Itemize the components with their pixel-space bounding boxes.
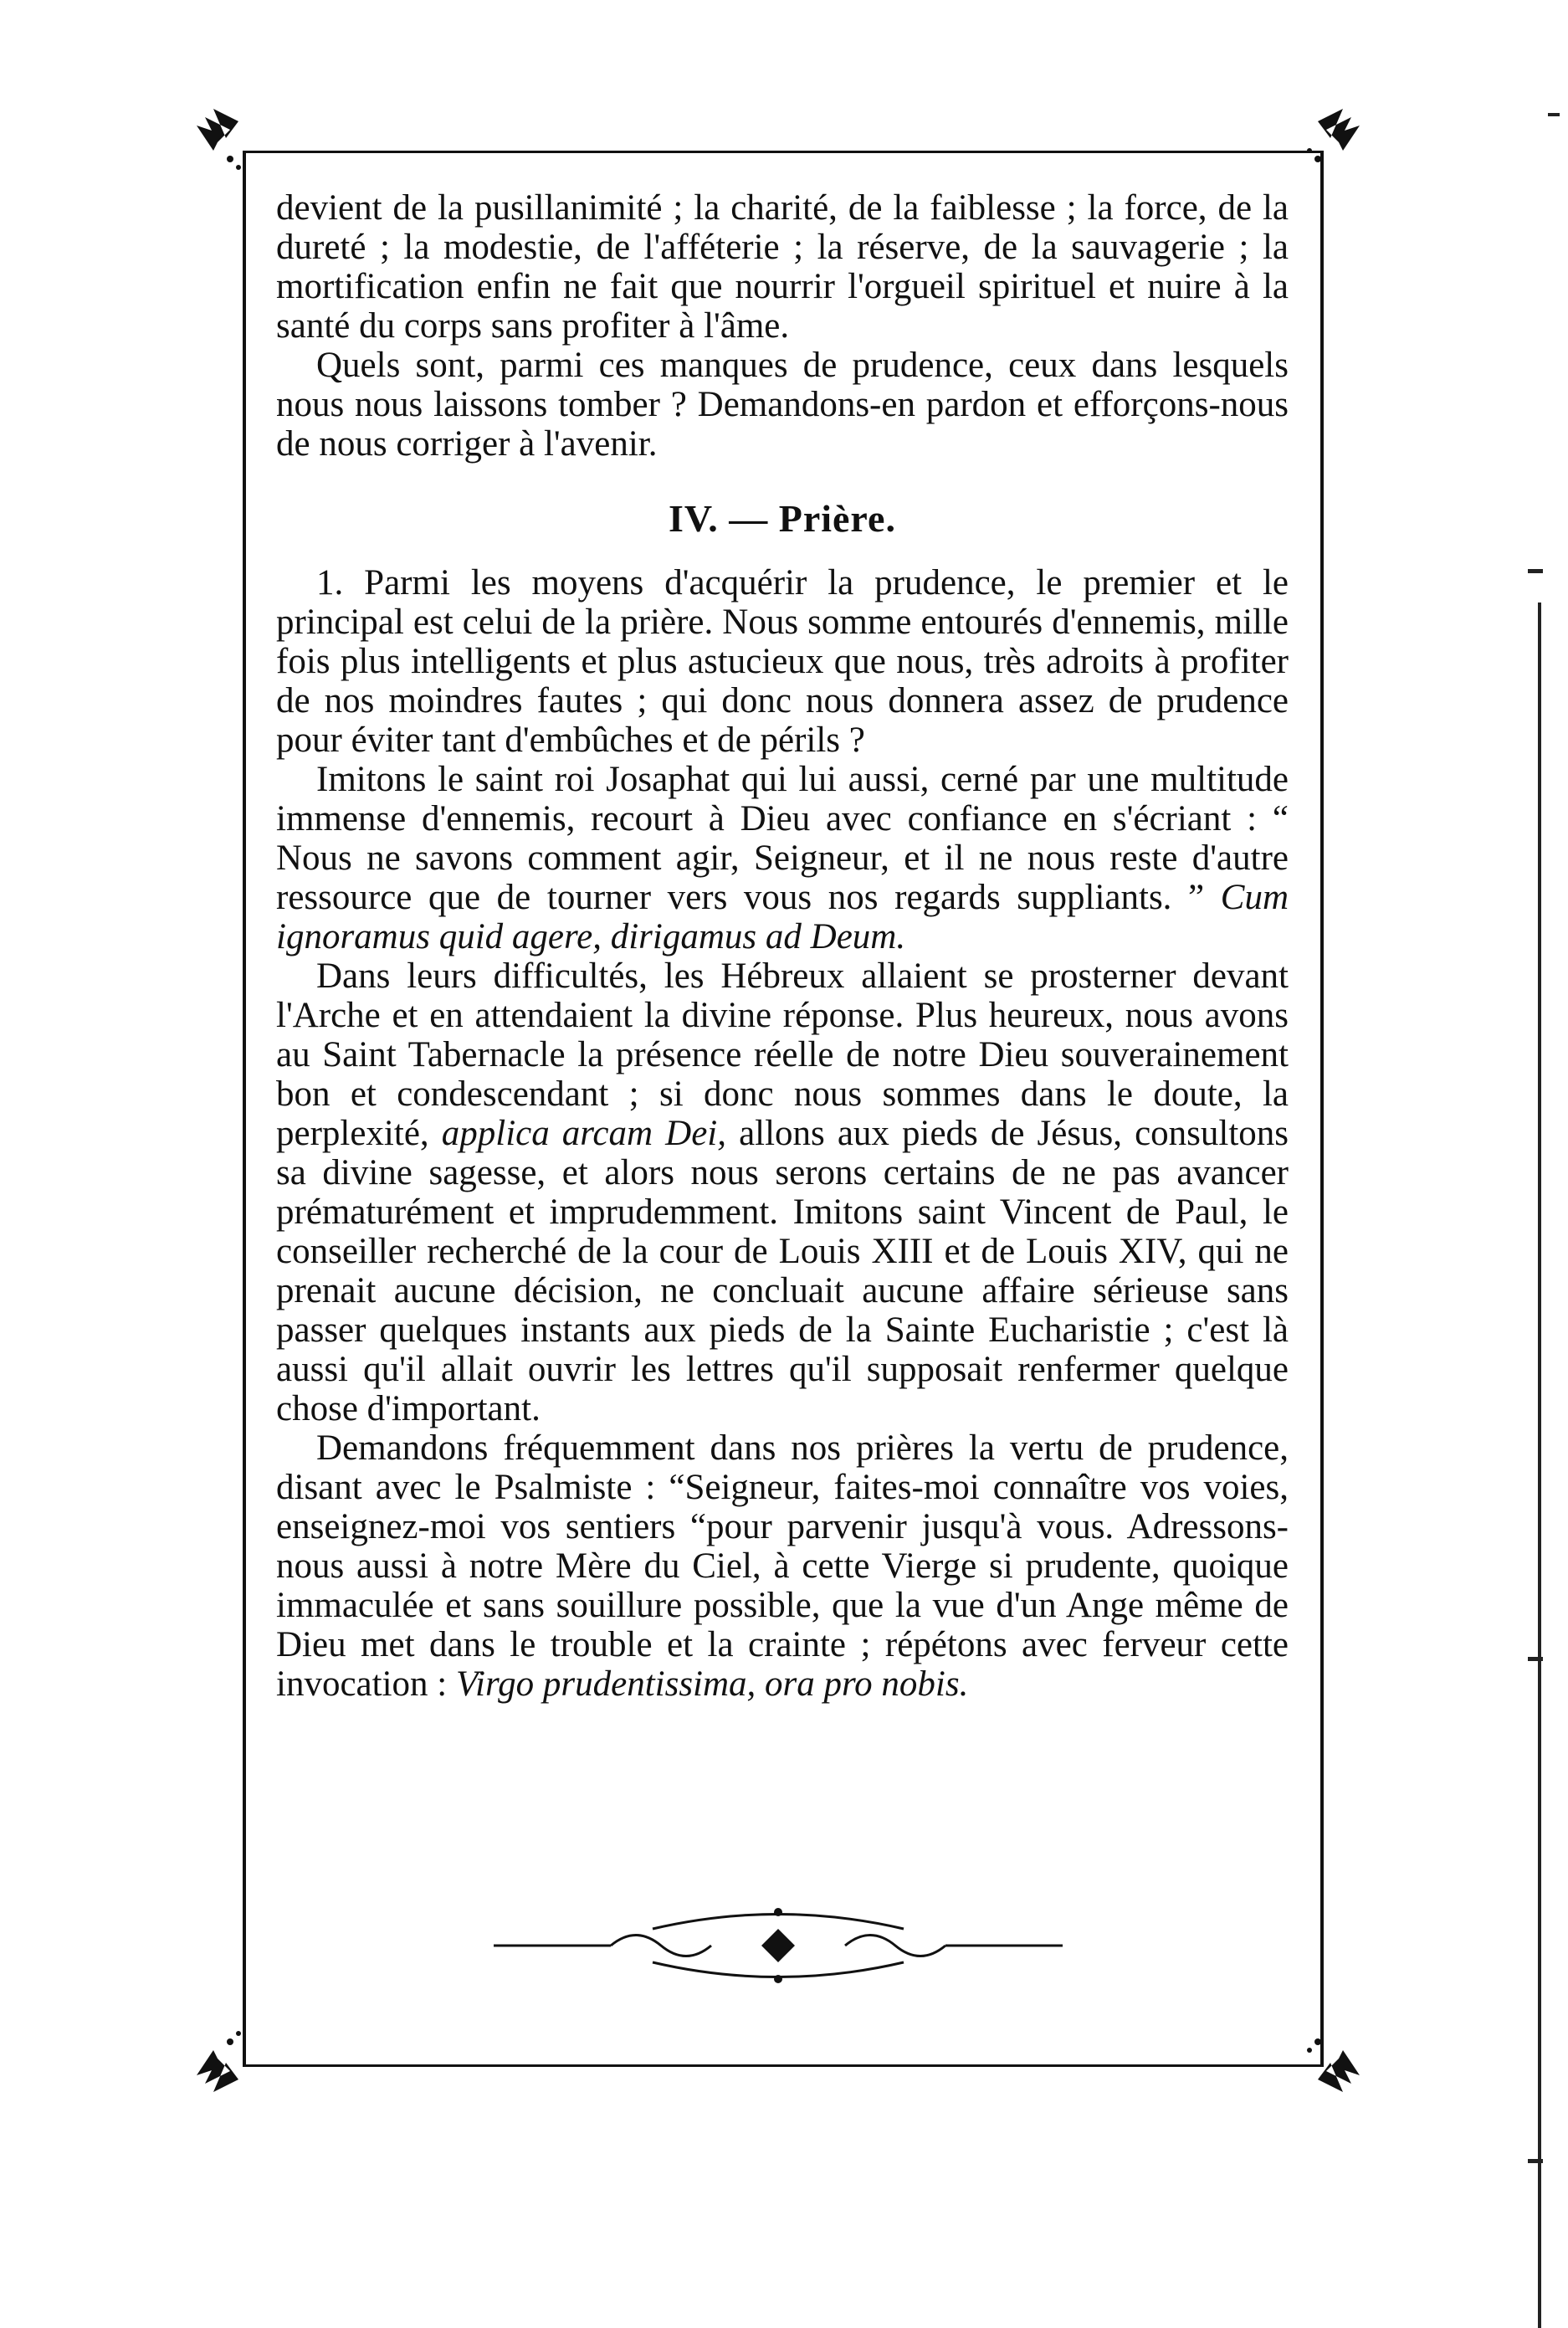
edge-tick	[1548, 113, 1560, 116]
fleuron-corner-icon	[1284, 2017, 1368, 2100]
paragraph-text: Demandons fréquemment dans nos prières la vertu de prudence, disant avec le Psalmiste : “Seigneur, faites-moi connaître vos voies, enseignez-moi vos sentiers “pour parvenir jusqu'à vous. Adressons-nous aussi à notre Mère du Ciel, à cette Vierge si prudente, quoique immaculée et sans souillure possible, que la vue d'un Ange même de Dieu met dans le trouble et la crainte ; répétons avec ferveur cette invocation :	[276, 1428, 1289, 1704]
paragraph	[276, 956, 1289, 1428]
fleuron-corner-icon	[188, 100, 272, 184]
paragraph	[276, 1428, 1289, 1704]
page-edge-rule	[1538, 603, 1541, 2328]
paragraph: devient de la pusillanimité ; la charité, de la faiblesse ; la force, de la dureté ; la modestie, de l'afféterie ; la réserve, de la sauvagerie ; la mortification enfin ne fait que nourrir l'orgueil spirituel et nuire à la santé du corps sans profiter à l'âme.	[276, 188, 1289, 346]
latin-quote: applica arcam Dei,	[441, 1114, 726, 1153]
latin-quote: Cum ignoramus quid agere, dirigamus ad Deum.	[276, 878, 1289, 956]
paragraph	[276, 760, 1289, 956]
section-heading: IV. — Prière.	[669, 497, 896, 540]
paragraph-text: allons aux pieds de Jésus, consultons sa divine sagesse, et alors nous serons certains de ne pas avancer prématurément et imprudemment. Imitons saint Vincent de Paul, le conseiller recherché de la cour de Louis XIII et de Louis XIV, qui ne prenait aucune décision, ne concluait aucune affaire sérieuse sans passer quelques instants aux pieds de la Sainte Eucharistie ; c'est là aussi qu'il allait ouvrir les lettres qu'il supposait renfermer quelque chose d'important.	[276, 1114, 1289, 1428]
fleuron-corner-icon	[188, 2017, 272, 2100]
page-text	[276, 188, 1289, 1704]
edge-tick	[1528, 1657, 1543, 1661]
edge-tick	[1528, 2159, 1543, 2163]
scroll-ornament-icon	[485, 1900, 1071, 1992]
paragraph-text: Dans leurs difficultés, les Hébreux allaient se prosterner devant l'Arche et en attendaient la divine réponse. Plus heureux, nous avons au Saint Tabernacle la présence réelle de notre Dieu souverainement bon et condescendant ; si donc nous sommes dans le doute, la perplexité,	[276, 956, 1289, 1153]
paragraph: 1. Parmi les moyens d'acquérir la prudence, le premier et le principal est celui de la prière. Nous somme entourés d'ennemis, mille fois plus intelligents et plus astucieux que nous, très adroits à profiter de nos moindres fautes ; qui donc nous donnera assez de prudence pour éviter tant d'embûches et de périls ?	[276, 563, 1289, 760]
latin-quote: Virgo prudentissima, ora pro nobis.	[455, 1664, 969, 1704]
edge-tick	[1528, 569, 1543, 573]
paragraph-text: Imitons le saint roi Josaphat qui lui aussi, cerné par une multitude immense d'ennemis, recourt à Dieu avec confiance en s'écriant : “ Nous ne savons comment agir, Seigneur, et il ne nous reste d'autre ressource que de tourner vers vous nos regards suppliants. ”	[276, 760, 1289, 917]
fleuron-corner-icon	[1284, 100, 1368, 184]
paragraph: Quels sont, parmi ces manques de prudence, ceux dans lesquels nous nous laissons tomber ? Demandons-en pardon et efforçons-nous de nous corriger à l'avenir.	[276, 346, 1289, 464]
